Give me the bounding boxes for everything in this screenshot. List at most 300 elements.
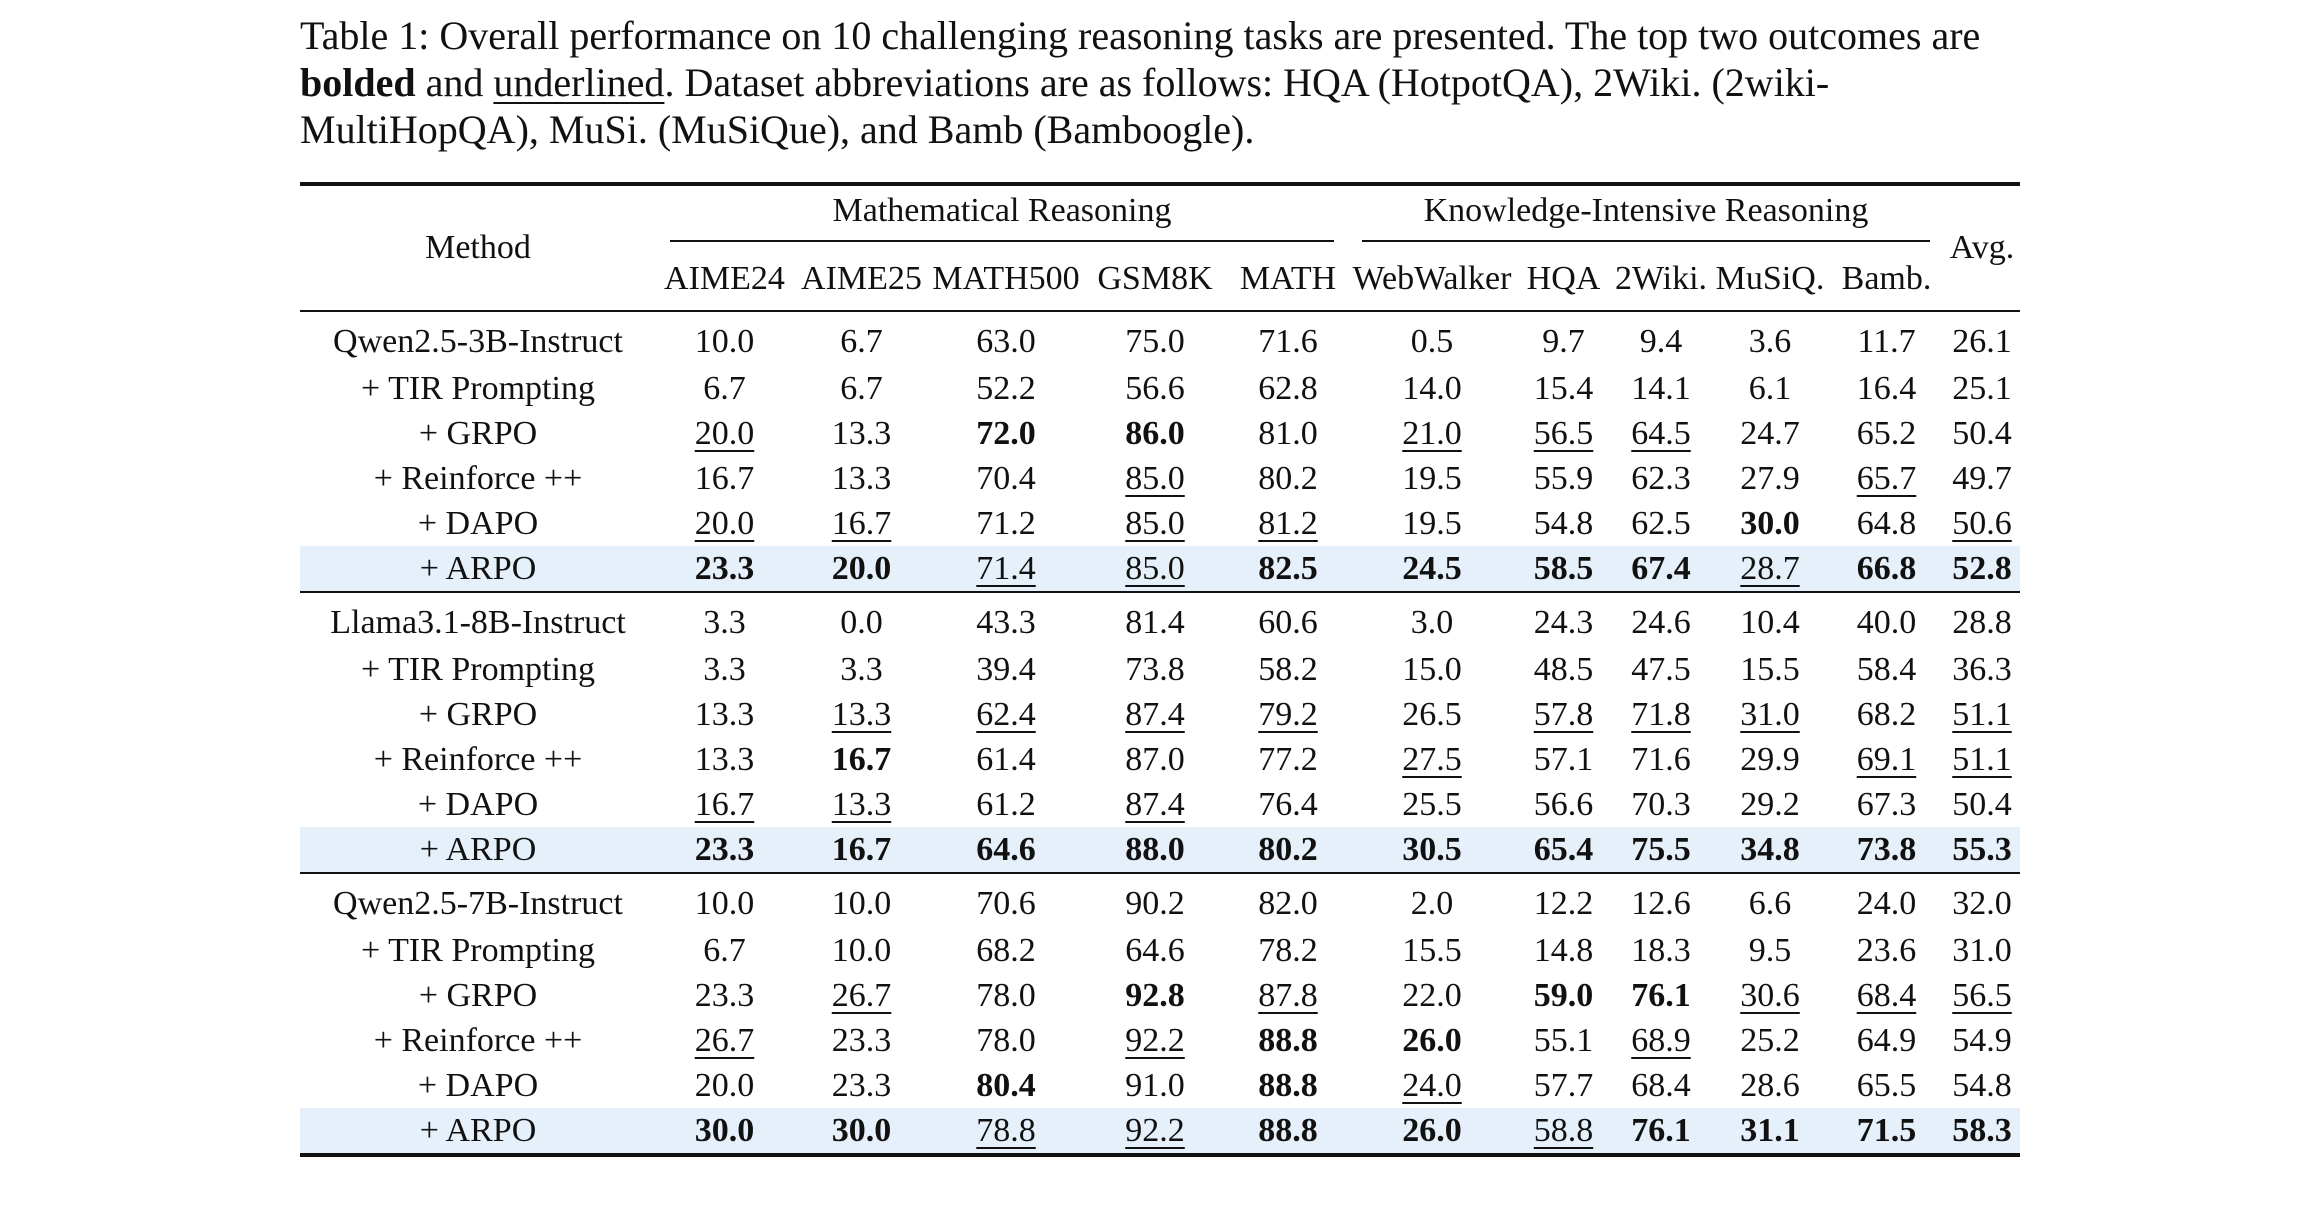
model-name-cell: Qwen2.5-3B-Instruct — [300, 311, 656, 366]
score-cell — [1516, 827, 1611, 873]
score-cell — [1829, 1063, 1944, 1108]
score-cell — [1082, 692, 1228, 737]
score-value: 90.2 — [1125, 885, 1185, 922]
score-cell — [1516, 501, 1611, 546]
score-cell — [793, 546, 930, 592]
score-cell — [1711, 647, 1829, 692]
avg-cell — [1944, 1063, 2020, 1108]
score-cell — [1711, 973, 1829, 1018]
score-cell — [1516, 647, 1611, 692]
score-value: 39.4 — [976, 650, 1036, 688]
score-value: 13.3 — [694, 740, 755, 778]
score-value: 36.3 — [1952, 650, 2012, 688]
score-cell — [793, 311, 930, 366]
score-value: 80.2 — [1258, 830, 1318, 868]
score-cell — [1516, 1063, 1611, 1108]
score-cell — [1516, 692, 1611, 737]
score-value: 64.8 — [1856, 504, 1917, 542]
avg-cell — [1944, 1018, 2020, 1063]
col-header: Bamb. — [1841, 260, 1932, 297]
score-cell — [656, 456, 793, 501]
score-cell — [1516, 411, 1611, 456]
score-cell — [930, 366, 1082, 411]
score-value: 82.5 — [1258, 549, 1318, 587]
score-cell — [930, 1063, 1082, 1108]
score-cell — [1611, 973, 1711, 1018]
score-cell — [1348, 737, 1516, 782]
score-value: 15.5 — [1402, 931, 1462, 969]
score-value: 56.6 — [1533, 785, 1594, 823]
score-value: 6.7 — [703, 931, 746, 969]
score-value: 72.0 — [976, 414, 1036, 452]
score-value: 6.6 — [1748, 885, 1792, 922]
score-value: 47.5 — [1631, 650, 1691, 688]
score-cell — [1829, 1108, 1944, 1155]
score-value: 13.3 — [831, 695, 892, 733]
score-cell — [1711, 546, 1829, 592]
score-cell — [1829, 1018, 1944, 1063]
caption-rest: . Dataset abbreviations are as follows: HQA (HotpotQA), 2Wiki. (2wiki-MultiHopQA), MuSi. (MuSiQue), and Bamb (Bamboogle). — [300, 60, 1830, 152]
score-cell — [1611, 737, 1711, 782]
score-cell — [1082, 1108, 1228, 1155]
score-value: 58.2 — [1258, 650, 1318, 688]
group-header-knowledge — [1348, 184, 1944, 248]
method-cell: + TIR Prompting — [361, 369, 595, 407]
score-value: 68.4 — [1856, 976, 1917, 1014]
score-value: 56.6 — [1125, 369, 1185, 407]
method-cell: + Reinforce ++ — [373, 740, 583, 778]
score-value: 71.6 — [1631, 740, 1691, 778]
score-value: 58.8 — [1533, 1111, 1594, 1149]
score-value: 85.0 — [1125, 459, 1185, 497]
score-value: 64.6 — [1125, 931, 1185, 969]
score-value: 13.3 — [831, 414, 892, 452]
score-value: 54.8 — [1533, 504, 1594, 542]
score-cell — [1711, 692, 1829, 737]
score-value: 9.7 — [1542, 323, 1585, 360]
score-value: 78.0 — [976, 1021, 1036, 1059]
score-value: 43.3 — [976, 604, 1036, 641]
score-cell — [793, 928, 930, 973]
score-value: 85.0 — [1125, 549, 1185, 587]
avg-cell — [1944, 366, 2020, 411]
score-cell — [656, 366, 793, 411]
score-cell — [1082, 782, 1228, 827]
score-value: 16.7 — [831, 504, 892, 542]
score-cell — [1228, 973, 1348, 1018]
score-cell — [1082, 592, 1228, 647]
score-value: 71.2 — [976, 504, 1036, 542]
score-value: 65.4 — [1533, 830, 1594, 868]
score-cell — [1829, 928, 1944, 973]
avg-cell — [1944, 592, 2020, 647]
score-cell — [930, 456, 1082, 501]
score-cell — [1829, 592, 1944, 647]
score-value: 25.5 — [1402, 785, 1462, 823]
score-value: 14.0 — [1402, 369, 1462, 407]
score-value: 30.5 — [1402, 830, 1462, 868]
score-value: 49.7 — [1952, 459, 2012, 497]
score-cell — [1228, 782, 1348, 827]
score-value: 23.3 — [694, 830, 755, 868]
score-cell — [1516, 973, 1611, 1018]
score-value: 57.8 — [1533, 695, 1594, 733]
score-cell — [1348, 1018, 1516, 1063]
score-cell — [1228, 592, 1348, 647]
score-cell — [1348, 928, 1516, 973]
score-value: 20.0 — [694, 414, 755, 452]
score-value: 30.6 — [1740, 976, 1800, 1014]
score-value: 25.1 — [1952, 369, 2012, 407]
score-cell — [656, 1063, 793, 1108]
score-value: 24.7 — [1740, 414, 1800, 452]
score-cell — [1611, 873, 1711, 928]
score-cell — [1711, 501, 1829, 546]
avg-cell — [1944, 546, 2020, 592]
score-value: 14.8 — [1533, 931, 1594, 969]
score-value: 30.0 — [694, 1111, 755, 1149]
score-value: 66.8 — [1856, 549, 1917, 587]
score-value: 10.0 — [831, 931, 892, 969]
caption-lead: Table 1: Overall performance on 10 challenging reasoning tasks are presented. The top two outcomes are — [300, 13, 1981, 58]
score-cell — [1711, 411, 1829, 456]
score-cell — [930, 647, 1082, 692]
avg-cell — [1944, 827, 2020, 873]
table-row — [300, 366, 2020, 411]
score-value: 77.2 — [1258, 740, 1318, 778]
score-cell — [656, 311, 793, 366]
method-cell: + GRPO — [418, 976, 538, 1014]
score-cell — [793, 1108, 930, 1155]
score-cell — [1348, 456, 1516, 501]
table-body — [300, 311, 2020, 1155]
score-cell — [1829, 782, 1944, 827]
score-value: 26.0 — [1402, 1111, 1462, 1149]
score-value: 87.8 — [1258, 976, 1318, 1014]
score-cell — [656, 737, 793, 782]
method-header: Method — [300, 184, 656, 311]
score-cell — [930, 928, 1082, 973]
col-header: WebWalker — [1352, 260, 1512, 297]
score-cell — [1611, 692, 1711, 737]
score-value: 15.0 — [1402, 650, 1462, 688]
score-cell — [930, 546, 1082, 592]
score-cell — [1348, 411, 1516, 456]
score-value: 78.2 — [1258, 931, 1318, 969]
score-value: 80.2 — [1258, 459, 1318, 497]
score-value: 55.3 — [1952, 830, 2012, 868]
score-value: 16.7 — [831, 740, 892, 778]
score-cell — [793, 1018, 930, 1063]
score-value: 24.0 — [1856, 885, 1917, 922]
score-value: 78.8 — [976, 1111, 1036, 1149]
score-cell — [930, 782, 1082, 827]
score-cell — [1228, 737, 1348, 782]
score-cell — [1082, 501, 1228, 546]
score-cell — [793, 737, 930, 782]
results-table — [300, 182, 2020, 1157]
score-value: 64.9 — [1856, 1021, 1917, 1059]
score-value: 28.6 — [1740, 1066, 1800, 1104]
score-cell — [1082, 366, 1228, 411]
score-value: 64.6 — [976, 830, 1036, 868]
score-value: 81.2 — [1258, 504, 1318, 542]
score-cell — [793, 647, 930, 692]
score-cell — [656, 873, 793, 928]
score-value: 31.0 — [1952, 931, 2012, 969]
score-cell — [1228, 827, 1348, 873]
score-value: 73.8 — [1856, 830, 1917, 868]
score-cell — [1516, 366, 1611, 411]
score-cell — [1829, 647, 1944, 692]
score-value: 91.0 — [1125, 1066, 1185, 1104]
score-value: 82.0 — [1258, 885, 1318, 922]
score-value: 28.8 — [1952, 604, 2012, 641]
score-cell — [656, 501, 793, 546]
score-value: 14.1 — [1631, 369, 1691, 407]
score-value: 0.5 — [1410, 323, 1454, 360]
score-value: 75.5 — [1631, 830, 1691, 868]
score-value: 27.5 — [1402, 740, 1462, 778]
score-cell — [1516, 456, 1611, 501]
score-cell — [1082, 873, 1228, 928]
score-value: 58.5 — [1533, 549, 1594, 587]
score-value: 65.2 — [1856, 414, 1917, 452]
score-cell — [656, 411, 793, 456]
table-row — [300, 928, 2020, 973]
score-value: 68.2 — [1856, 695, 1917, 733]
score-value: 23.3 — [831, 1021, 892, 1059]
score-value: 20.0 — [831, 549, 892, 587]
method-cell: + Reinforce ++ — [373, 459, 583, 497]
score-cell — [1829, 411, 1944, 456]
score-value: 26.0 — [1402, 1021, 1462, 1059]
score-cell — [1829, 973, 1944, 1018]
score-cell — [1348, 1108, 1516, 1155]
score-value: 67.3 — [1856, 785, 1917, 823]
score-cell — [930, 501, 1082, 546]
score-value: 23.3 — [694, 976, 755, 1014]
avg-cell — [1944, 1108, 2020, 1155]
score-value: 19.5 — [1402, 459, 1462, 497]
score-value: 24.0 — [1402, 1066, 1462, 1104]
score-value: 68.4 — [1631, 1066, 1691, 1104]
score-cell — [1228, 501, 1348, 546]
score-value: 62.5 — [1631, 504, 1691, 542]
score-value: 24.6 — [1631, 604, 1691, 641]
avg-cell — [1944, 411, 2020, 456]
score-value: 71.5 — [1856, 1111, 1917, 1149]
score-cell — [1082, 1063, 1228, 1108]
score-cell — [1348, 546, 1516, 592]
score-value: 52.2 — [976, 369, 1036, 407]
score-value: 59.0 — [1533, 976, 1594, 1014]
score-cell — [1611, 928, 1711, 973]
col-header: MATH500 — [932, 260, 1080, 297]
score-value: 71.4 — [976, 549, 1036, 587]
score-cell — [656, 782, 793, 827]
table-row — [300, 456, 2020, 501]
score-value: 56.5 — [1533, 414, 1594, 452]
score-cell — [793, 827, 930, 873]
score-value: 58.3 — [1952, 1111, 2012, 1149]
score-cell — [1516, 1018, 1611, 1063]
score-cell — [1082, 546, 1228, 592]
score-value: 3.3 — [703, 650, 746, 688]
score-cell — [1611, 456, 1711, 501]
score-cell — [930, 873, 1082, 928]
score-value: 54.8 — [1952, 1066, 2012, 1104]
score-value: 31.0 — [1740, 695, 1800, 733]
model-name-cell: Qwen2.5-7B-Instruct — [300, 873, 656, 928]
score-value: 13.3 — [831, 785, 892, 823]
score-cell — [1611, 647, 1711, 692]
score-cell — [793, 973, 930, 1018]
score-value: 26.7 — [831, 976, 892, 1014]
score-cell — [1711, 737, 1829, 782]
score-cell — [1082, 827, 1228, 873]
score-cell — [1611, 592, 1711, 647]
table-row — [300, 1063, 2020, 1108]
table-row — [300, 737, 2020, 782]
score-value: 29.9 — [1740, 740, 1800, 778]
score-value: 55.1 — [1533, 1021, 1594, 1059]
col-header: 2Wiki. — [1614, 260, 1708, 297]
score-cell — [1711, 592, 1829, 647]
score-value: 71.6 — [1258, 323, 1318, 360]
score-cell — [1711, 1018, 1829, 1063]
table-caption — [300, 12, 2020, 153]
table-row — [300, 782, 2020, 827]
score-cell — [1611, 1018, 1711, 1063]
score-cell — [1711, 311, 1829, 366]
score-value: 78.0 — [976, 976, 1036, 1014]
avg-cell — [1944, 873, 2020, 928]
score-cell — [1829, 501, 1944, 546]
score-value: 3.3 — [703, 604, 746, 641]
avg-header: Avg. — [1944, 184, 2020, 311]
avg-cell — [1944, 737, 2020, 782]
score-cell — [793, 782, 930, 827]
score-value: 26.5 — [1402, 695, 1462, 733]
score-cell — [1711, 928, 1829, 973]
score-cell — [1611, 546, 1711, 592]
score-value: 23.3 — [831, 1066, 892, 1104]
score-value: 71.8 — [1631, 695, 1691, 733]
score-value: 76.1 — [1631, 976, 1691, 1014]
score-cell — [1711, 1063, 1829, 1108]
score-value: 62.8 — [1258, 369, 1318, 407]
score-value: 58.4 — [1856, 650, 1917, 688]
score-cell — [1611, 1063, 1711, 1108]
table-row — [300, 411, 2020, 456]
avg-cell — [1944, 647, 2020, 692]
score-cell — [1516, 928, 1611, 973]
score-value: 13.3 — [694, 695, 755, 733]
score-value: 3.6 — [1748, 323, 1792, 360]
table-row — [300, 873, 2020, 928]
score-value: 57.7 — [1533, 1066, 1594, 1104]
caption-underline-word: underlined — [493, 60, 665, 105]
score-cell — [1516, 782, 1611, 827]
score-value: 3.0 — [1410, 604, 1454, 641]
table-row — [300, 692, 2020, 737]
score-cell — [793, 592, 930, 647]
score-cell — [1082, 647, 1228, 692]
score-cell — [1348, 692, 1516, 737]
score-cell — [1348, 827, 1516, 873]
avg-cell — [1944, 782, 2020, 827]
score-value: 48.5 — [1533, 650, 1594, 688]
table-row — [300, 501, 2020, 546]
method-cell: + GRPO — [418, 414, 538, 452]
score-cell — [1082, 1018, 1228, 1063]
score-value: 12.6 — [1631, 885, 1691, 922]
score-value: 92.8 — [1125, 976, 1185, 1014]
score-cell — [1611, 311, 1711, 366]
score-cell — [656, 546, 793, 592]
score-value: 26.7 — [694, 1021, 755, 1059]
score-cell — [1228, 873, 1348, 928]
score-cell — [1082, 737, 1228, 782]
score-cell — [793, 411, 930, 456]
score-cell — [1829, 692, 1944, 737]
score-value: 50.4 — [1952, 785, 2012, 823]
col-header: MuSiQ. — [1715, 260, 1825, 297]
col-header: HQA — [1526, 260, 1601, 297]
score-value: 75.0 — [1125, 323, 1185, 360]
score-cell — [1611, 827, 1711, 873]
score-cell — [656, 592, 793, 647]
score-value: 63.0 — [976, 323, 1036, 360]
score-value: 6.7 — [840, 323, 883, 360]
avg-cell — [1944, 692, 2020, 737]
score-value: 9.4 — [1639, 323, 1683, 360]
avg-cell — [1944, 501, 2020, 546]
method-cell: + DAPO — [417, 1066, 539, 1104]
score-value: 60.6 — [1258, 604, 1318, 641]
score-cell — [1348, 311, 1516, 366]
score-value: 80.4 — [976, 1066, 1036, 1104]
score-cell — [930, 692, 1082, 737]
score-cell — [1228, 411, 1348, 456]
score-cell — [1082, 311, 1228, 366]
col-header: AIME25 — [801, 260, 922, 297]
score-cell — [656, 692, 793, 737]
score-value: 30.0 — [831, 1111, 892, 1149]
score-value: 51.1 — [1952, 740, 2012, 778]
score-value: 32.0 — [1952, 885, 2012, 922]
method-cell: + DAPO — [417, 504, 539, 542]
score-cell — [1082, 456, 1228, 501]
score-cell — [1082, 928, 1228, 973]
score-cell — [1228, 456, 1348, 501]
score-cell — [930, 411, 1082, 456]
avg-cell — [1944, 311, 2020, 366]
score-cell — [1348, 973, 1516, 1018]
score-cell — [1228, 647, 1348, 692]
score-cell — [656, 973, 793, 1018]
score-cell — [930, 1108, 1082, 1155]
avg-cell — [1944, 456, 2020, 501]
score-value: 76.4 — [1258, 785, 1318, 823]
score-cell — [1516, 546, 1611, 592]
score-value: 15.4 — [1533, 369, 1594, 407]
score-cell — [930, 827, 1082, 873]
score-value: 27.9 — [1740, 459, 1800, 497]
score-cell — [1611, 411, 1711, 456]
score-value: 65.5 — [1856, 1066, 1917, 1104]
